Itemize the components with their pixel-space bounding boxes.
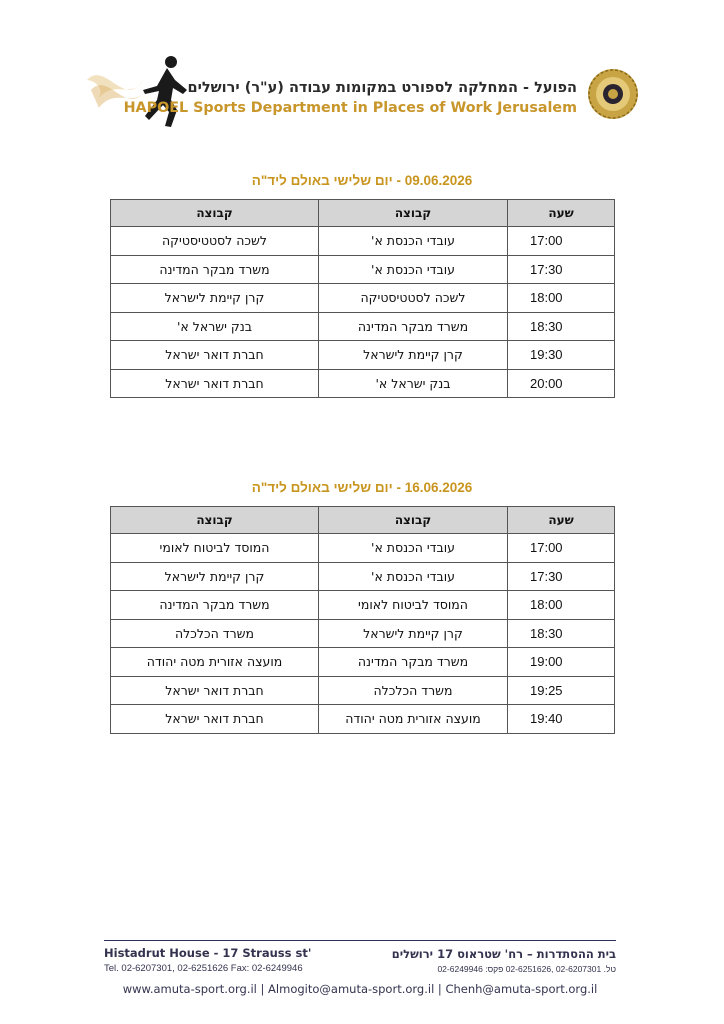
table-row <box>111 284 615 313</box>
time-cell: 19:00 <box>508 648 615 677</box>
team-cell: עובדי הכנסת א' <box>319 534 508 563</box>
time-cell: 18:30 <box>508 619 615 648</box>
team-cell: חברת דואר ישראל <box>111 676 319 705</box>
team-cell: לשכה לסטטיסטיקה <box>111 227 319 256</box>
table-row <box>111 255 615 284</box>
table-row <box>111 648 615 677</box>
team-cell: משרד מבקר המדינה <box>319 312 508 341</box>
column-header-team: קבוצה <box>319 507 508 534</box>
section-title-2: 16.06.2026 - יום שלישי באולם ליד"ה <box>251 480 473 495</box>
table-row <box>111 591 615 620</box>
column-header-time: שעה <box>508 507 615 534</box>
column-header-team: קבוצה <box>319 200 508 227</box>
team-cell: משרד מבקר המדינה <box>111 591 319 620</box>
footer-address-hebrew: בית ההסתדרות – רח' שטראוס 17 ירושלים <box>391 947 616 961</box>
footer-address-english: Histadrut House - 17 Strauss st' <box>104 946 312 960</box>
column-header-time: שעה <box>508 200 615 227</box>
team-cell: משרד הכלכלה <box>111 619 319 648</box>
time-cell: 19:30 <box>508 341 615 370</box>
team-cell: המוסד לביטוח לאומי <box>111 534 319 563</box>
team-cell: משרד הכלכלה <box>319 676 508 705</box>
org-title-hebrew: הפועל - המחלקה לספורט במקומות עבודה (ע"ר) ירושלים <box>187 80 577 96</box>
page-header <box>85 50 645 130</box>
footer-web-links[interactable]: www.amuta-sport.org.il | Almogito@amuta-sport.org.il | Chenh@amuta-sport.org.il <box>122 982 598 996</box>
time-cell: 17:30 <box>508 562 615 591</box>
table-header-row <box>111 200 615 227</box>
team-cell: חברת דואר ישראל <box>111 369 319 398</box>
hapoel-seal-icon <box>587 68 639 120</box>
column-header-team: קבוצה <box>111 507 319 534</box>
team-cell: חברת דואר ישראל <box>111 341 319 370</box>
table-header-row <box>111 507 615 534</box>
time-cell: 18:00 <box>508 284 615 313</box>
team-cell: קרן קיימת לישראל <box>319 619 508 648</box>
section-title-1: 09.06.2026 - יום שלישי באולם ליד"ה <box>251 173 473 188</box>
team-cell: מועצה אזורית מטה יהודה <box>111 648 319 677</box>
schedule-table-2 <box>110 506 615 734</box>
time-cell: 17:00 <box>508 227 615 256</box>
team-cell: קרן קיימת לישראל <box>111 284 319 313</box>
team-cell: עובדי הכנסת א' <box>319 227 508 256</box>
team-cell: לשכה לסטטיסטיקה <box>319 284 508 313</box>
team-cell: משרד מבקר המדינה <box>111 255 319 284</box>
team-cell: המוסד לביטוח לאומי <box>319 591 508 620</box>
time-cell: 19:25 <box>508 676 615 705</box>
footer-phone-hebrew: טל. 02-6207301 ,02-6251626 פקס: 02-6249946 <box>437 964 616 974</box>
table-row <box>111 534 615 563</box>
team-cell: עובדי הכנסת א' <box>319 562 508 591</box>
table-row <box>111 562 615 591</box>
table-row <box>111 227 615 256</box>
time-cell: 18:30 <box>508 312 615 341</box>
time-cell: 20:00 <box>508 369 615 398</box>
org-title-english: HAPOEL Sports Department in Places of Work Jerusalem <box>123 100 577 116</box>
footer-phone-english: Tel. 02-6207301, 02-6251626 Fax: 02-6249946 <box>104 963 303 974</box>
team-cell: קרן קיימת לישראל <box>319 341 508 370</box>
table-row <box>111 705 615 734</box>
table-row <box>111 369 615 398</box>
table-row <box>111 619 615 648</box>
team-cell: בנק ישראל א' <box>319 369 508 398</box>
team-cell: משרד מבקר המדינה <box>319 648 508 677</box>
time-cell: 19:40 <box>508 705 615 734</box>
column-header-team: קבוצה <box>111 200 319 227</box>
runner-logo-icon <box>85 50 195 130</box>
table-row <box>111 312 615 341</box>
footer-divider <box>104 940 616 941</box>
team-cell: עובדי הכנסת א' <box>319 255 508 284</box>
team-cell: חברת דואר ישראל <box>111 705 319 734</box>
schedule-table-1 <box>110 199 615 398</box>
time-cell: 18:00 <box>508 591 615 620</box>
time-cell: 17:00 <box>508 534 615 563</box>
table-row <box>111 341 615 370</box>
team-cell: קרן קיימת לישראל <box>111 562 319 591</box>
table-row <box>111 676 615 705</box>
time-cell: 17:30 <box>508 255 615 284</box>
team-cell: בנק ישראל א' <box>111 312 319 341</box>
team-cell: מועצה אזורית מטה יהודה <box>319 705 508 734</box>
